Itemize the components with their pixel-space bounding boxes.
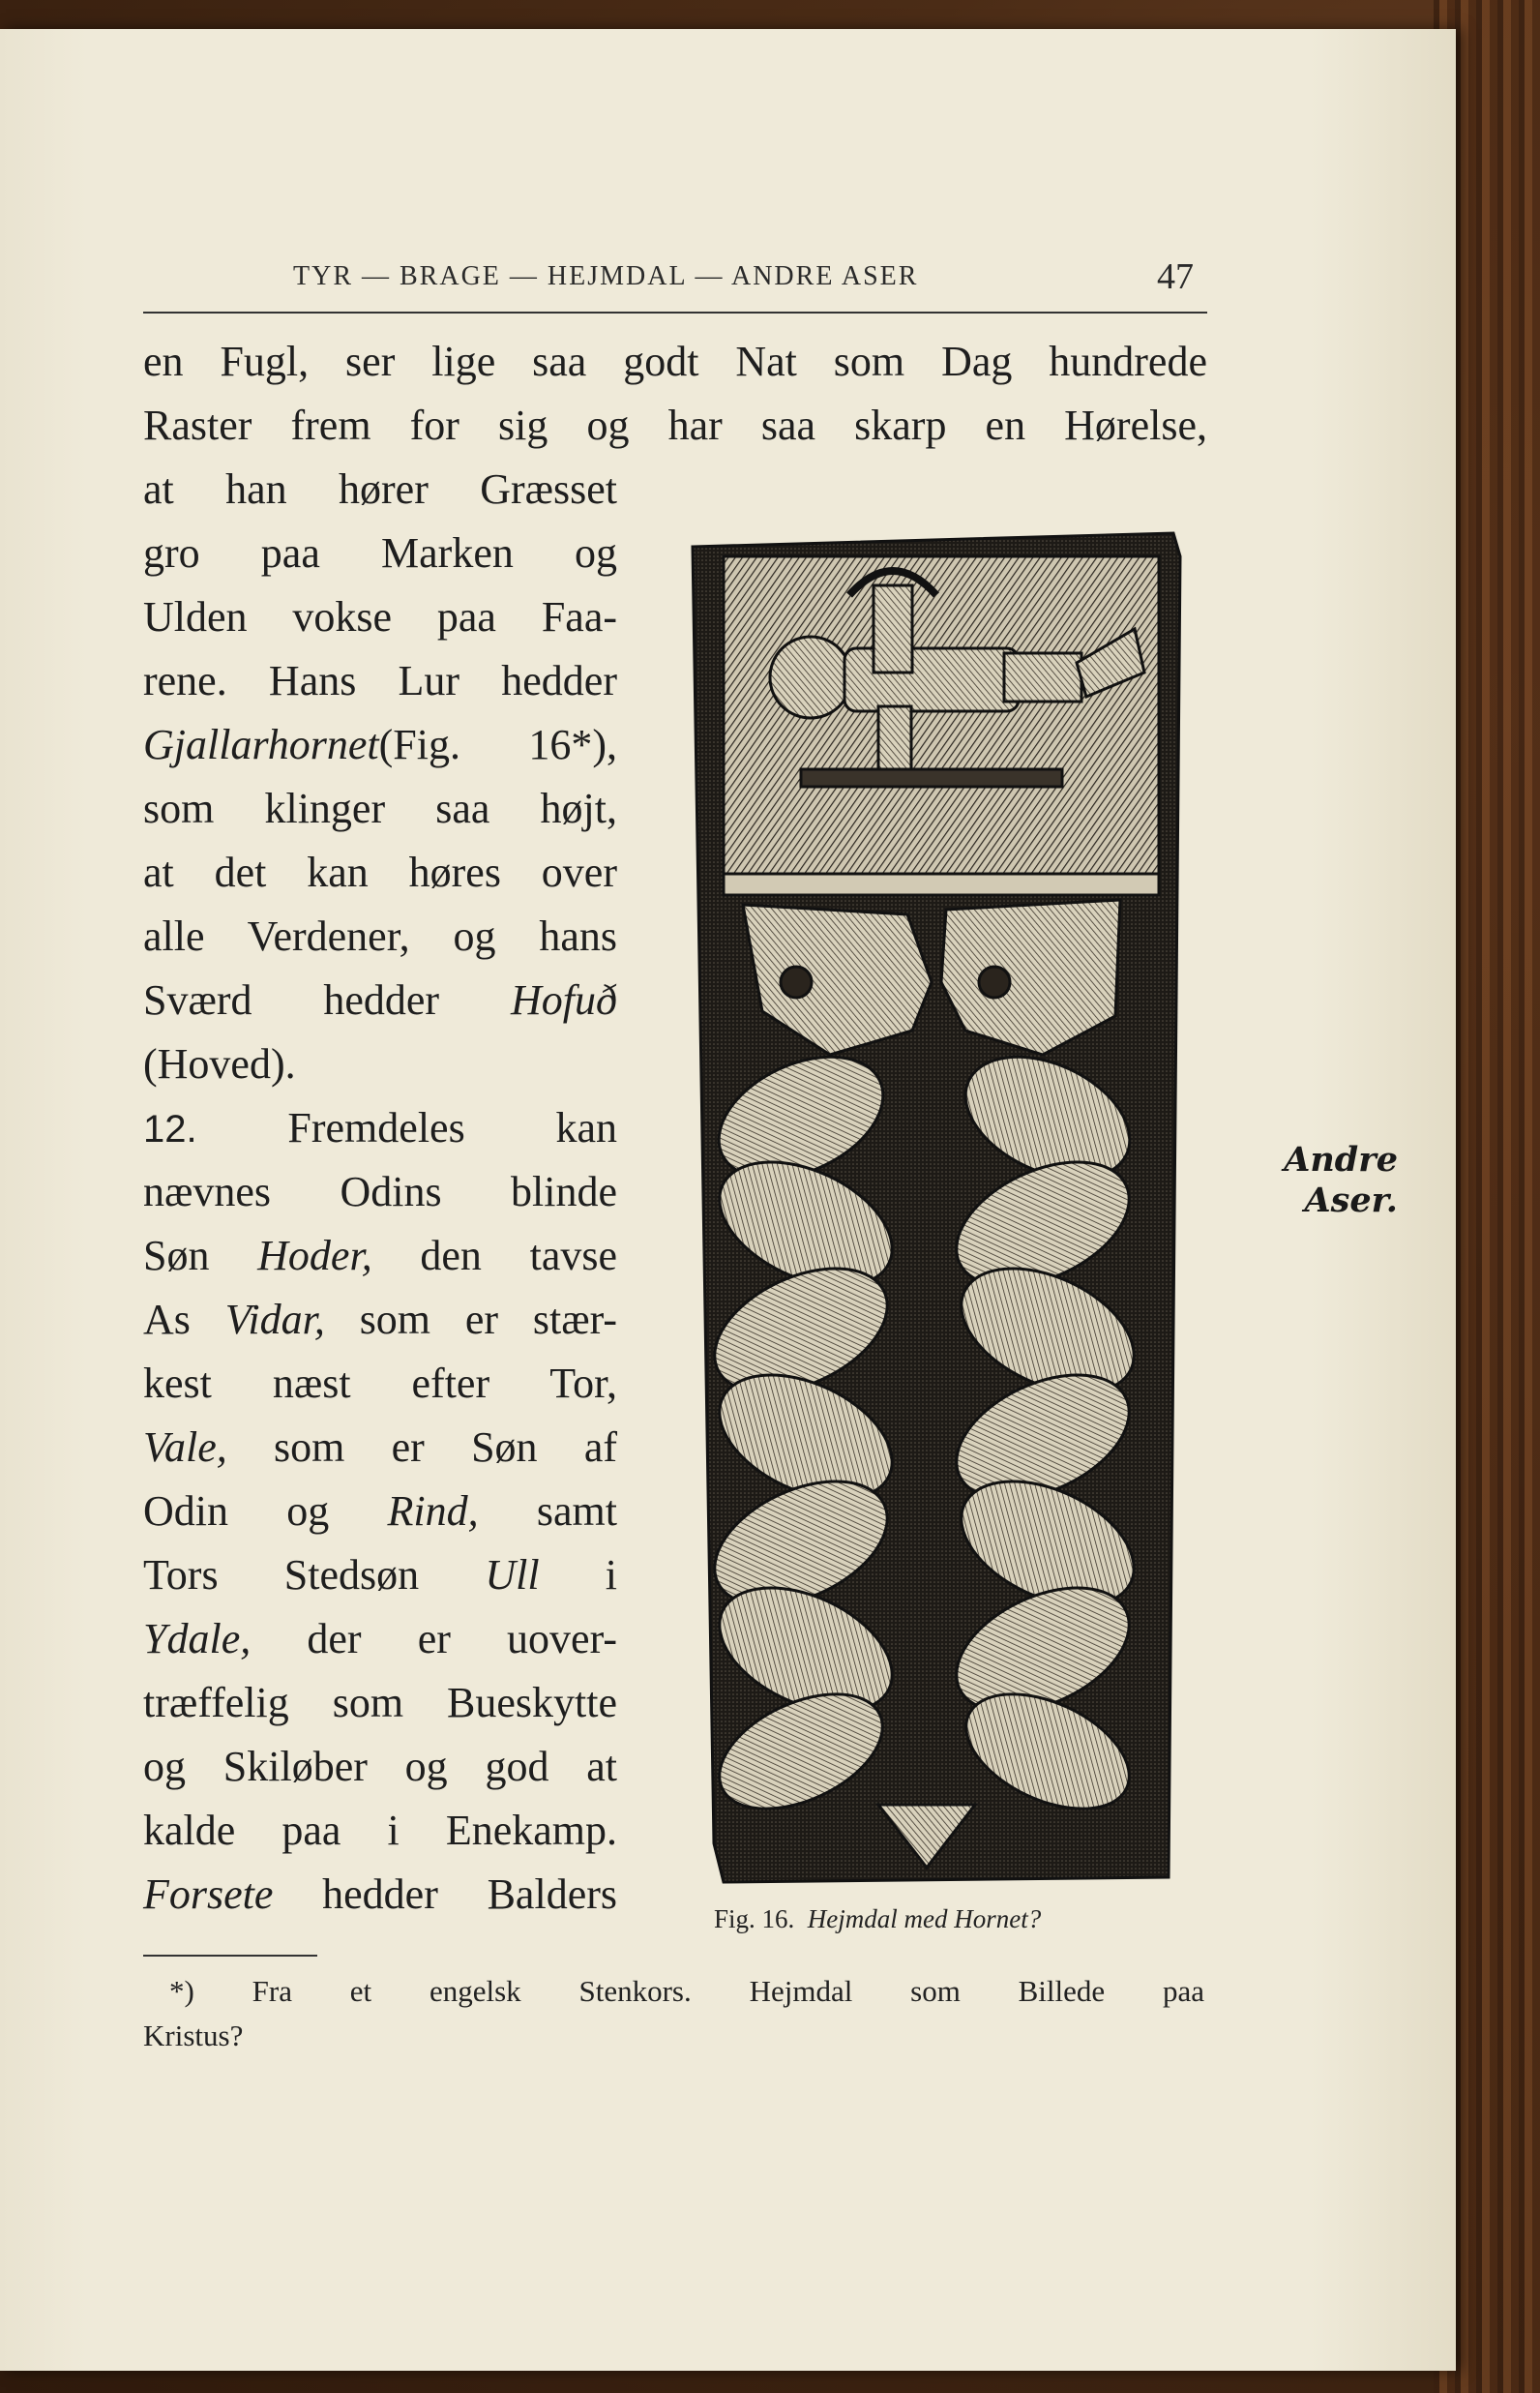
text-line: som klinger saa højt, xyxy=(143,785,617,832)
text-line: As Vidar, som er stær- xyxy=(143,1296,618,1343)
text-line: Vale, som er Søn af xyxy=(143,1423,617,1471)
text-line: Gjallarhornet(Fig. 16*), xyxy=(143,721,617,768)
text-line: og Skiløber og god at xyxy=(143,1743,617,1790)
text-line: kalde paa i Enekamp. xyxy=(143,1807,617,1854)
text-line: kest næst efter Tor, xyxy=(143,1360,617,1407)
text-line: rene. Hans Lur hedder xyxy=(143,657,617,704)
text-line: Ulden vokse paa Faa- xyxy=(143,593,617,641)
page-number: 47 xyxy=(1157,256,1194,297)
text-line: (Hoved). xyxy=(143,1040,296,1088)
text-line: Tors Stedsøn Ull i xyxy=(143,1551,618,1599)
text-line: 12. Fremdeles kan xyxy=(143,1104,618,1152)
text-line: nævnes Odins blinde xyxy=(143,1168,617,1215)
footnote-line: Kristus? xyxy=(143,2019,244,2052)
margin-note-line: Andre xyxy=(1284,1140,1398,1180)
running-head xyxy=(143,254,1207,314)
text-line: træffelig som Bueskytte xyxy=(143,1679,617,1726)
running-head-title: TYR — BRAGE — HEJMDAL — ANDRE ASER xyxy=(293,261,919,291)
text-line: Søn Hoder, den tavse xyxy=(143,1232,617,1279)
text-line: en Fugl, ser lige saa godt Nat som Dag hundrede xyxy=(143,338,1207,385)
text-line: Raster frem for sig og har saa skarp en Hørelse, xyxy=(143,402,1207,449)
book-page xyxy=(0,29,1456,2371)
text-line: alle Verdener, og hans xyxy=(143,912,617,960)
figure-caption: Fig. 16. Hejmdal med Hornet? xyxy=(714,1904,1042,1933)
stone-cross-engraving xyxy=(685,527,1188,1892)
text-line: at han hører Græsset xyxy=(143,465,617,513)
text-line: Ydale, der er uover- xyxy=(143,1615,617,1662)
text-line: Forsete hedder Balders xyxy=(143,1870,617,1918)
margin-note-line: Aser. xyxy=(1304,1181,1398,1220)
text-line: at det kan høres over xyxy=(143,849,617,896)
text-line: Odin og Rind, samt xyxy=(143,1487,618,1535)
text-line: gro paa Marken og xyxy=(143,529,617,577)
footnote-line: *) Fra et engelsk Stenkors. Hejmdal som Billede paa xyxy=(169,1974,1204,2008)
text-line: Sværd hedder Hofuð xyxy=(143,976,617,1024)
margin-note xyxy=(1243,1140,1398,1221)
footnote-rule xyxy=(143,1955,317,1957)
